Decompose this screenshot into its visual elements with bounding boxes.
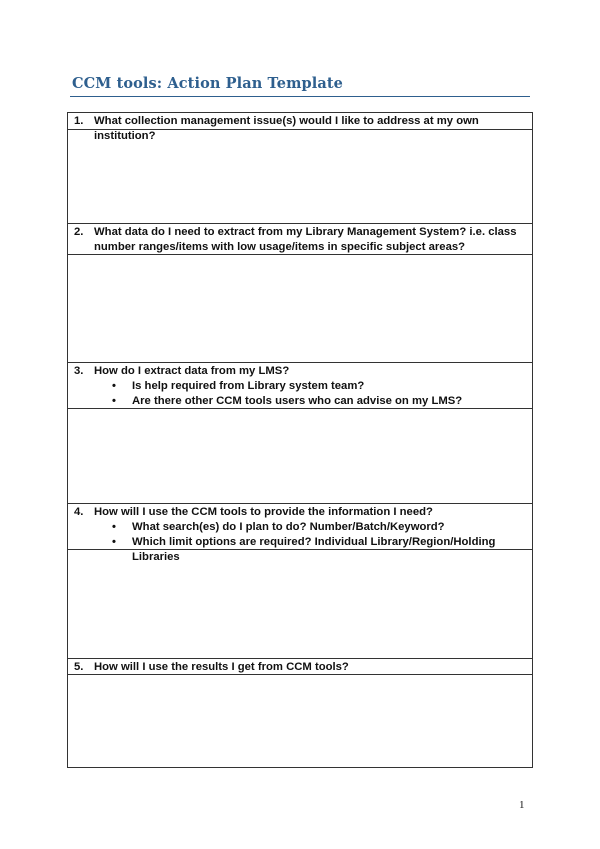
question-4-number: 4. <box>74 506 84 518</box>
title-rule <box>70 96 530 97</box>
bullet-icon: • <box>112 536 116 548</box>
question-4-text: How will I use the CCM tools to provide the information I need? <box>94 506 433 518</box>
answer-area-2[interactable] <box>68 255 532 363</box>
question-5-number: 5. <box>74 661 84 673</box>
question-1 <box>68 113 532 142</box>
question-1-text: What collection management issue(s) would I like to address at my own institution? <box>94 115 479 142</box>
question-1-number: 1. <box>74 115 84 127</box>
question-3-bullet-1 <box>74 379 526 394</box>
answer-area-5[interactable] <box>68 675 532 767</box>
question-3 <box>68 363 532 409</box>
document-title: CCM tools: Action Plan Template <box>72 75 343 92</box>
bullet-icon: • <box>112 380 116 392</box>
question-2-number: 2. <box>74 226 84 238</box>
answer-area-3[interactable] <box>68 409 532 504</box>
question-3-number: 3. <box>74 365 84 377</box>
question-5-text: How will I use the results I get from CCM tools? <box>94 661 349 673</box>
question-3-bullet-2 <box>74 394 526 409</box>
question-3-bullet-2-text: Are there other CCM tools users who can advise on my LMS? <box>132 395 463 407</box>
bullet-icon: • <box>112 521 116 533</box>
action-plan-form <box>67 112 533 768</box>
question-4-bullet-2-text: Which limit options are required? Individual Library/Region/Holding Libraries <box>132 536 496 563</box>
answer-area-4[interactable] <box>68 550 532 659</box>
question-2 <box>68 224 532 255</box>
answer-area-1[interactable] <box>68 130 532 224</box>
question-4-bullet-1-text: What search(es) do I plan to do? Number/Batch/Keyword? <box>132 521 445 533</box>
question-3-bullet-1-text: Is help required from Library system team? <box>132 380 365 392</box>
bullet-icon: • <box>112 395 116 407</box>
page-number: 1 <box>519 799 525 811</box>
question-4-bullet-1 <box>74 520 526 535</box>
question-2-text: What data do I need to extract from my Library Management System? i.e. class number ranges/items with low usage/items in specific subject areas? <box>94 226 517 253</box>
question-5 <box>68 659 532 675</box>
question-3-text: How do I extract data from my LMS? <box>94 365 290 377</box>
question-4 <box>68 504 532 563</box>
